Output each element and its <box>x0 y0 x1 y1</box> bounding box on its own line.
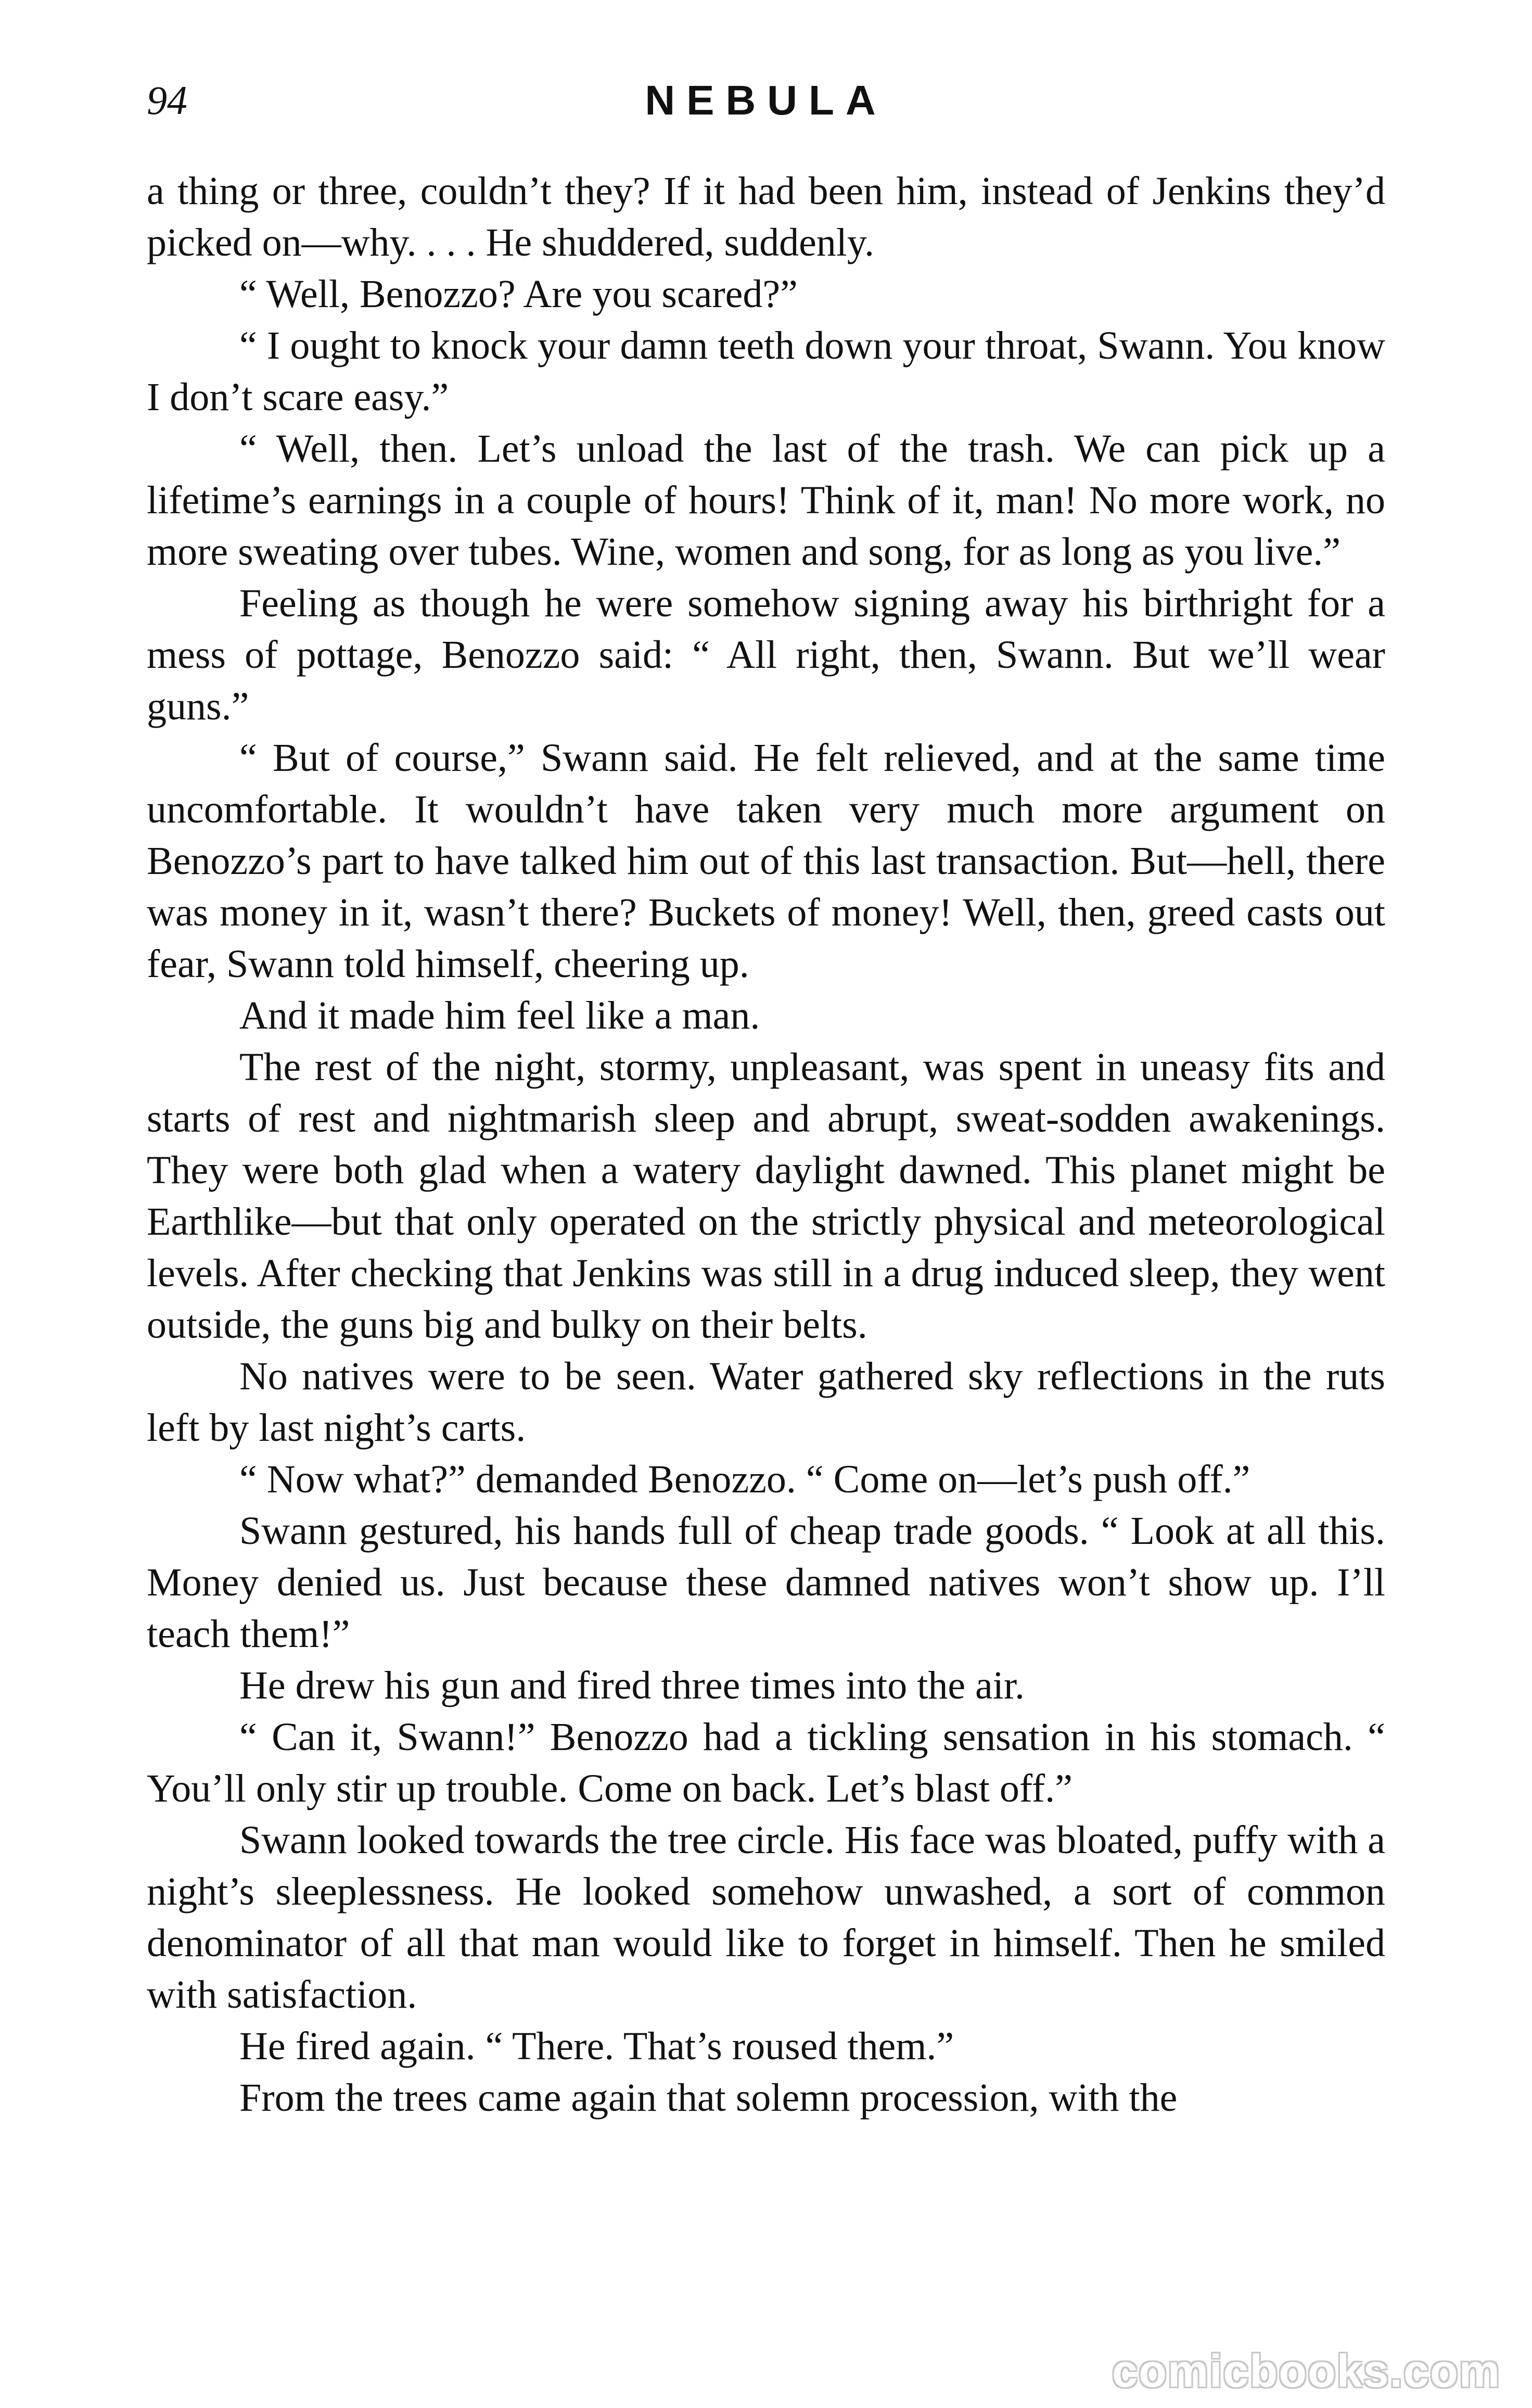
paragraph: Feeling as though he were somehow signing away his birthright for a mess of pottage, Benozzo said: “ All right, then, Swann. But we’ll wear guns.” <box>147 581 1385 728</box>
paragraph: “ Well, Benozzo? Are you scared?” <box>239 272 798 316</box>
paragraph: From the trees came again that solemn procession, with the <box>239 2076 1178 2120</box>
paragraph: “ I ought to knock your damn teeth down your throat, Swann. You know I don’t scare easy.” <box>147 324 1385 419</box>
paragraph: “ Now what?” demanded Benozzo. “ Come on—let’s push off.” <box>239 1458 1250 1501</box>
body-text <box>147 166 1385 2124</box>
page-number: 94 <box>147 78 187 123</box>
paragraph: “ But of course,” Swann said. He felt relieved, and at the same time uncomfortable. It wouldn’t have taken very much more argument on Benozzo’s part to have talked him out of this last transaction. But—hell, there was money in it, wasn’t there? Buckets of money! Well, then, greed casts out fear, Swann told himself, cheering up. <box>147 736 1385 986</box>
paragraph: And it made him feel like a man. <box>239 994 760 1037</box>
paragraph: Swann gestured, his hands full of cheap trade goods. “ Look at all this. Money denied us. Just because these damned natives won’t show up. I’ll teach them!” <box>147 1509 1385 1656</box>
paragraph: He drew his gun and fired three times into the air. <box>239 1664 1025 1707</box>
running-title: NEBULA <box>645 77 887 123</box>
paragraph: “ Well, then. Let’s unload the last of the trash. We can pick up a lifetime’s earnings in a couple of hours! Think of it, man! No more work, no more sweating over tubes. Wine, women and song, for as long as you live.” <box>147 427 1385 574</box>
paragraph: “ Can it, Swann!” Benozzo had a tickling sensation in his stomach. “ You’ll only stir up trouble. Come on back. Let’s blast off.” <box>147 1715 1385 1810</box>
page-header <box>147 72 1385 129</box>
paragraph: No natives were to be seen. Water gathered sky reflections in the ruts left by last night’s carts. <box>147 1354 1385 1450</box>
paragraph: He fired again. “ There. That’s roused them.” <box>239 2024 954 2068</box>
paragraph: Swann looked towards the tree circle. His face was bloated, puffy with a night’s sleeplessness. He looked somehow unwashed, a sort of common denominator of all that man would like to forget in himself. Then he smiled with satisfaction. <box>147 1818 1385 2017</box>
paragraph: a thing or three, couldn’t they? If it had been him, instead of Jenkins they’d picked on—why. . . . He shuddered, suddenly. <box>147 169 1385 264</box>
paragraph: The rest of the night, stormy, unpleasant, was spent in uneasy fits and starts of rest and nightmarish sleep and abrupt, sweat-sodden awakenings. They were both glad when a watery daylight dawned. This planet might be Earthlike—but that only operated on the strictly physical and meteorological levels. After checking that Jenkins was still in a drug induced sleep, they went outside, the guns big and bulky on their belts. <box>147 1045 1385 1347</box>
watermark: comicbooks.com <box>1112 2345 1501 2397</box>
